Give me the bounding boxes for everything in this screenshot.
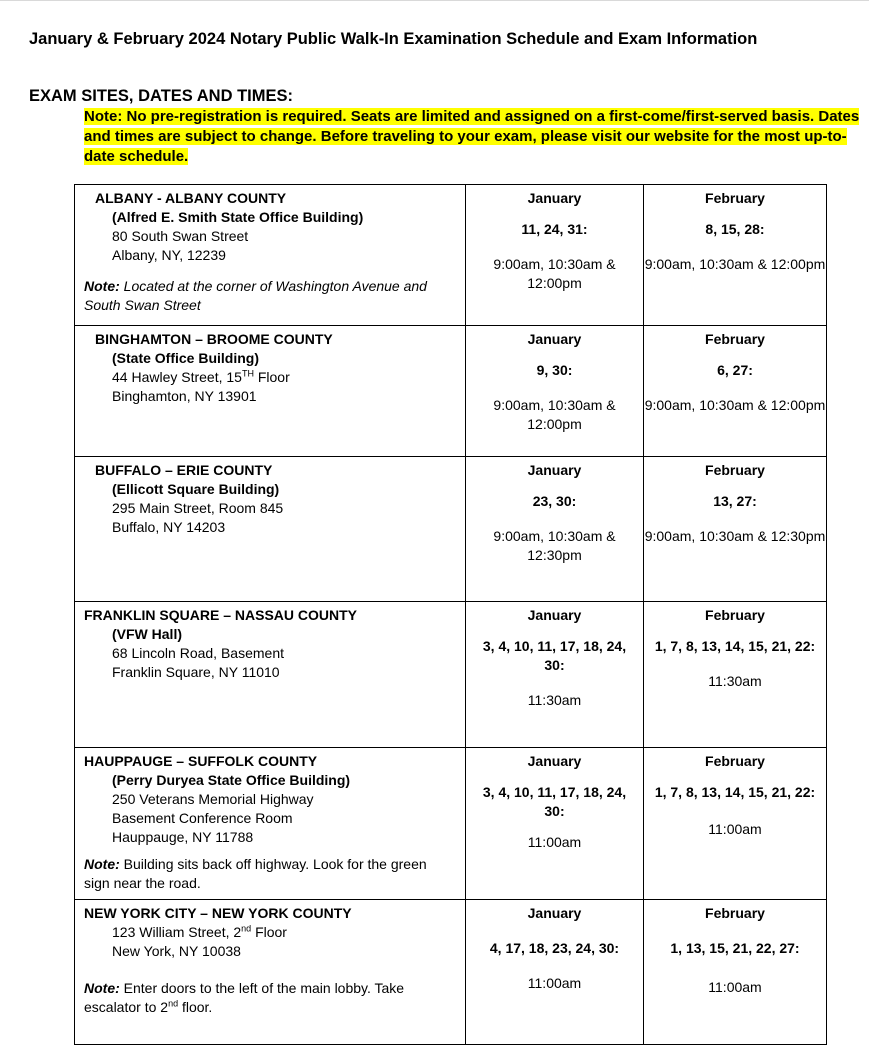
month-label: February: [705, 190, 765, 206]
highlighted-note-text: Note: No pre-registration is required. Seats are limited and assigned on a first-come/first-served basis. Dates and times are subject to change. Before traveling to your exam, please visit our website for the most up-to-date schedule.: [84, 108, 860, 165]
january-cell: [466, 900, 644, 1045]
site-address-line: Franklin Square, NY 11010: [112, 664, 280, 680]
exam-dates: 6, 27:: [717, 362, 753, 378]
exam-dates: 3, 4, 10, 11, 17, 18, 24, 30:: [482, 638, 627, 673]
site-address-line: 80 South Swan Street: [112, 228, 249, 244]
site-building: (Alfred E. Smith State Office Building): [112, 209, 364, 225]
site-note-label: Note:: [84, 278, 120, 294]
exam-dates: 1, 13, 15, 21, 22, 27:: [670, 940, 800, 956]
exam-dates: 8, 15, 28:: [705, 221, 765, 237]
month-label: February: [705, 462, 765, 478]
exam-times: 11:00am: [708, 979, 762, 995]
month-label: January: [527, 905, 582, 921]
site-name: BINGHAMTON – BROOME COUNTY: [95, 331, 333, 347]
table-row: [75, 602, 827, 748]
february-cell: [644, 326, 827, 457]
site-cell: [75, 185, 466, 326]
site-cell: [75, 457, 466, 602]
site-address-line: Albany, NY, 12239: [112, 247, 226, 263]
exam-times: 9:00am, 10:30am & 12:00pm: [493, 256, 616, 291]
site-building: (VFW Hall): [112, 626, 182, 642]
site-address-line: Binghamton, NY 13901: [112, 388, 257, 404]
exam-times: 9:00am, 10:30am & 12:00pm: [644, 256, 826, 272]
exam-dates: 1, 7, 8, 13, 14, 15, 21, 22:: [654, 638, 816, 654]
registration-note: [84, 107, 869, 167]
february-cell: [644, 900, 827, 1045]
site-note: Note: Enter doors to the left of the main lobby. Take escalator to 2nd floor.: [84, 980, 405, 1015]
site-name: HAUPPAUGE – SUFFOLK COUNTY: [84, 753, 318, 769]
table-row: [75, 900, 827, 1045]
site-address-line: Basement Conference Room: [112, 810, 293, 826]
site-address-line: 44 Hawley Street, 15TH Floor: [112, 368, 290, 385]
exam-times: 11:00am: [708, 821, 762, 837]
month-label: January: [527, 331, 582, 347]
month-label: February: [705, 331, 765, 347]
site-cell: [75, 748, 466, 900]
exam-times: 11:00am: [527, 975, 582, 991]
site-cell: [75, 900, 466, 1045]
exam-dates: 4, 17, 18, 23, 24, 30:: [489, 940, 620, 956]
table-row: [75, 457, 827, 602]
exam-dates: 3, 4, 10, 11, 17, 18, 24, 30:: [482, 784, 627, 819]
site-address-line: 250 Veterans Memorial Highway: [112, 791, 314, 807]
site-note-label: Note:: [84, 980, 120, 996]
top-border-line: [0, 0, 869, 1]
february-cell: [644, 748, 827, 900]
exam-dates: 1, 7, 8, 13, 14, 15, 21, 22:: [654, 784, 816, 800]
site-building: (State Office Building): [112, 350, 259, 366]
month-label: January: [527, 462, 582, 478]
february-cell: [644, 602, 827, 748]
section-heading: EXAM SITES, DATES AND TIMES:: [29, 87, 294, 105]
month-label: February: [705, 753, 765, 769]
site-cell: [75, 326, 466, 457]
site-note-label: Note:: [84, 856, 120, 872]
exam-dates: 13, 27:: [713, 493, 757, 509]
site-building: (Perry Duryea State Office Building): [112, 772, 351, 788]
site-cell: [75, 602, 466, 748]
site-name: ALBANY - ALBANY COUNTY: [95, 190, 287, 206]
month-label: February: [705, 607, 765, 623]
site-address-line: 295 Main Street, Room 845: [112, 500, 284, 516]
exam-times: 9:00am, 10:30am & 12:00pm: [644, 397, 826, 413]
site-address-line: 68 Lincoln Road, Basement: [112, 645, 284, 661]
january-cell: [466, 748, 644, 900]
exam-times: 11:00am: [527, 834, 582, 850]
month-label: January: [527, 607, 582, 623]
january-cell: [466, 326, 644, 457]
month-label: February: [705, 905, 765, 921]
month-label: January: [527, 753, 582, 769]
january-cell: [466, 602, 644, 748]
site-note-text: Building sits back off highway. Look for the green sign near the road.: [84, 856, 427, 891]
exam-times: 9:00am, 10:30am & 12:30pm: [493, 528, 616, 563]
exam-schedule-table: [74, 184, 827, 1045]
exam-dates: 9, 30:: [536, 362, 573, 378]
january-cell: [466, 185, 644, 326]
site-name: NEW YORK CITY – NEW YORK COUNTY: [84, 905, 352, 921]
exam-dates: 23, 30:: [532, 493, 577, 509]
table-row: [75, 185, 827, 326]
site-note: [84, 277, 457, 315]
site-note-text: Located at the corner of Washington Avenue and South Swan Street: [84, 278, 427, 313]
site-note-text: Enter doors to the left of the main lobby. Take escalator to 2: [84, 980, 405, 1015]
site-name: FRANKLIN SQUARE – NASSAU COUNTY: [84, 607, 358, 623]
site-name: BUFFALO – ERIE COUNTY: [95, 462, 273, 478]
table-row: [75, 326, 827, 457]
site-address-line: Hauppauge, NY 11788: [112, 829, 254, 845]
february-cell: [644, 457, 827, 602]
site-address-line: Buffalo, NY 14203: [112, 519, 226, 535]
exam-times: 11:30am: [708, 673, 762, 689]
site-address-line: 123 William Street, 2nd Floor: [112, 923, 287, 940]
document-title: January & February 2024 Notary Public Walk-In Examination Schedule and Exam Information: [29, 30, 758, 48]
exam-times: 9:00am, 10:30am & 12:00pm: [493, 397, 616, 432]
month-label: January: [527, 190, 582, 206]
exam-dates: 11, 24, 31:: [521, 221, 588, 237]
site-address-line: New York, NY 10038: [112, 943, 241, 959]
site-building: (Ellicott Square Building): [112, 481, 280, 497]
january-cell: [466, 457, 644, 602]
exam-times: 11:30am: [527, 692, 582, 708]
site-note: [84, 855, 457, 893]
exam-times: 9:00am, 10:30am & 12:30pm: [644, 528, 826, 544]
february-cell: [644, 185, 827, 326]
table-row: [75, 748, 827, 900]
